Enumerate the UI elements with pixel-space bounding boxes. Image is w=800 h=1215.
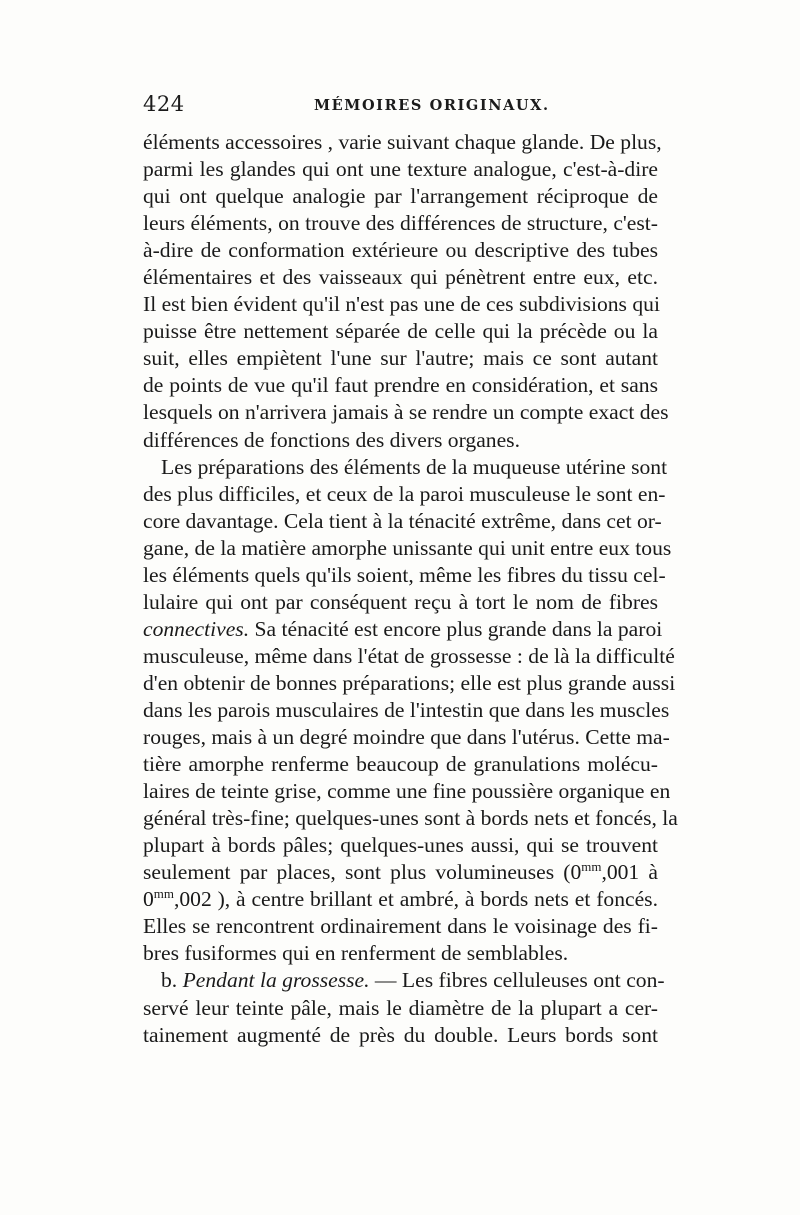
text-line: tière amorphe renferme beaucoup de granulations molécu- bbox=[143, 752, 658, 777]
text-line: musculeuse, même dans l'état de grossesse : de là la difficulté bbox=[143, 643, 675, 668]
text-line: core davantage. Cela tient à la ténacité extrême, dans cet or- bbox=[143, 508, 662, 533]
text-line: servé leur teinte pâle, mais le diamètre de la plupart a cer- bbox=[143, 995, 658, 1020]
text-line: tainement augmenté de près du double. Leurs bords sont bbox=[143, 1022, 658, 1047]
text-line: différences de fonctions des divers organes. bbox=[143, 427, 520, 452]
text-line: d'en obtenir de bonnes préparations; elle est plus grande aussi bbox=[143, 670, 676, 695]
body-text bbox=[143, 129, 678, 1049]
page-number: 424 bbox=[143, 92, 185, 116]
text-line: parmi les glandes qui ont une texture analogue, c'est-à-dire bbox=[143, 157, 658, 182]
text-line: les éléments quels qu'ils soient, même les fibres du tissu cel- bbox=[143, 562, 666, 587]
text-segment: Sa ténacité est encore plus grande dans la paroi bbox=[249, 616, 663, 641]
text-line: bres fusiformes qui en renferment de semblables. bbox=[143, 941, 569, 966]
text-line bbox=[143, 859, 658, 886]
paragraph bbox=[143, 454, 678, 968]
text-segment: ,002 ), à centre brillant et ambré, à bords nets et foncés. bbox=[173, 887, 658, 912]
running-head: MÉMOIRES ORIGINAUX. bbox=[314, 97, 550, 114]
text-segment: seulement par places, sont plus volumineuses (0 bbox=[143, 860, 582, 885]
text-segment: ,001 à bbox=[601, 860, 658, 885]
italic-term: connectives. bbox=[143, 616, 250, 641]
text-line: Elles se rencontrent ordinairement dans le voisinage des fi- bbox=[143, 914, 658, 939]
text-segment: b. bbox=[161, 968, 183, 993]
text-line: plupart à bords pâles; quelques-unes aussi, qui se trouvent bbox=[143, 833, 658, 858]
text-segment: 0 bbox=[143, 887, 154, 912]
text-line: de points de vue qu'il faut prendre en considération, et sans bbox=[143, 373, 658, 398]
text-line: suit, elles empiètent l'une sur l'autre; mais ce sont autant bbox=[143, 346, 658, 371]
italic-heading: Pendant la grossesse. bbox=[182, 968, 370, 993]
text-line: leurs éléments, on trouve des différences de structure, c'est- bbox=[143, 211, 658, 236]
page-header bbox=[143, 92, 663, 126]
text-line: lulaire qui ont par conséquent reçu à tort le nom de fibres bbox=[143, 589, 658, 614]
unit-superscript: mm bbox=[581, 859, 602, 875]
text-line: lesquels on n'arrivera jamais à se rendre un compte exact des bbox=[143, 400, 669, 425]
text-line: puisse être nettement séparée de celle qui la précède ou la bbox=[143, 319, 658, 344]
paragraph bbox=[143, 967, 665, 1048]
text-line: Il est bien évident qu'il n'est pas une de ces subdivisions qui bbox=[143, 292, 660, 317]
paragraph bbox=[143, 129, 669, 454]
unit-superscript: mm bbox=[153, 886, 174, 902]
text-line: gane, de la matière amorphe unissante qui unit entre eux tous bbox=[143, 535, 672, 560]
text-line bbox=[143, 967, 665, 994]
text-line: dans les parois musculaires de l'intestin que dans les muscles bbox=[143, 697, 670, 722]
text-line: élémentaires et des vaisseaux qui pénètrent entre eux, etc. bbox=[143, 265, 658, 290]
text-line: général très-fine; quelques-unes sont à bords nets et foncés, la bbox=[143, 806, 678, 831]
text-line: rouges, mais à un degré moindre que dans l'utérus. Cette ma- bbox=[143, 725, 670, 750]
text-line: Les préparations des éléments de la muqueuse utérine sont bbox=[161, 454, 668, 479]
text-line: éléments accessoires , varie suivant chaque glande. De plus, bbox=[143, 130, 662, 154]
text-line: laires de teinte grise, comme une fine poussière organique en bbox=[143, 779, 671, 804]
text-segment: — Les fibres celluleuses ont con- bbox=[369, 968, 665, 993]
text-line: à-dire de conformation extérieure ou descriptive des tubes bbox=[143, 238, 658, 263]
text-line: qui ont quelque analogie par l'arrangement réciproque de bbox=[143, 184, 658, 209]
text-line bbox=[143, 616, 663, 643]
text-line: des plus difficiles, et ceux de la paroi musculeuse le sont en- bbox=[143, 481, 666, 506]
text-line bbox=[143, 886, 658, 913]
